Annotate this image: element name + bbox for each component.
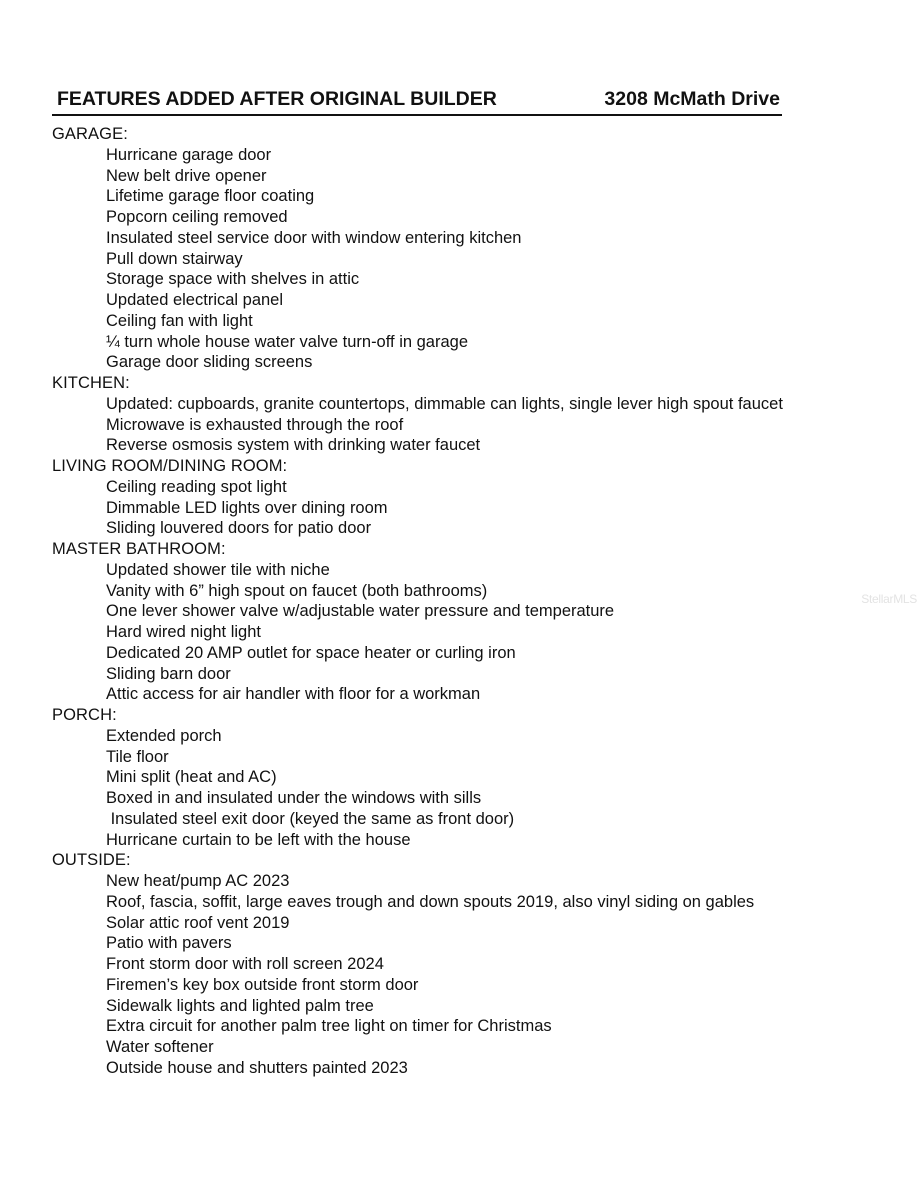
list-item: Sliding louvered doors for patio door — [106, 519, 372, 538]
list-item: Roof, fascia, soffit, large eaves trough and down spouts 2019, also vinyl siding on gables — [106, 892, 755, 911]
section-items — [52, 477, 912, 539]
list-item: New heat/pump AC 2023 — [106, 872, 290, 890]
list-item: Garage door sliding screens — [106, 353, 313, 372]
section-outside — [52, 850, 912, 1078]
list-item: Ceiling reading spot light — [106, 477, 287, 496]
list-item: One lever shower valve w/adjustable water pressure and temperature — [106, 602, 615, 621]
list-item: Front storm door with roll screen 2024 — [106, 955, 384, 973]
list-item: Extra circuit for another palm tree light on timer for Christmas — [106, 1017, 552, 1036]
list-item: Solar attic roof vent 2019 — [106, 913, 290, 932]
section-heading: OUTSIDE: — [52, 851, 131, 870]
property-address: 3208 McMath Drive — [604, 88, 780, 110]
list-item: Microwave is exhausted through the roof — [106, 415, 404, 434]
list-item: Sidewalk lights and lighted palm tree — [106, 996, 374, 1015]
list-item: Dimmable LED lights over dining room — [106, 498, 388, 517]
section-kitchen — [52, 373, 912, 456]
section-items — [52, 726, 912, 851]
list-item: New belt drive opener — [106, 166, 267, 185]
section-items — [52, 145, 912, 373]
section-heading: LIVING ROOM/DINING ROOM: — [52, 457, 288, 475]
watermark: StellarMLS — [861, 592, 917, 606]
section-heading: GARAGE: — [52, 125, 128, 143]
section-porch — [52, 705, 912, 850]
section-heading: MASTER BATHROOM: — [52, 540, 226, 558]
list-item: Sliding barn door — [106, 664, 231, 683]
list-item: Insulated steel service door with window entering kitchen — [106, 228, 522, 247]
list-item: Tile floor — [106, 747, 169, 766]
list-item: Extended porch — [106, 726, 222, 745]
list-item: Outside house and shutters painted 2023 — [106, 1058, 408, 1077]
list-item: Boxed in and insulated under the windows with sills — [106, 789, 482, 807]
section-garage — [52, 124, 912, 373]
list-item: Insulated steel exit door (keyed the same as front door) — [106, 809, 515, 828]
list-item: Reverse osmosis system with drinking water faucet — [106, 436, 481, 455]
list-item: Lifetime garage floor coating — [106, 187, 315, 206]
list-item: Hard wired night light — [106, 623, 261, 641]
list-item: Dedicated 20 AMP outlet for space heater or curling iron — [106, 643, 516, 662]
list-item: Hurricane curtain to be left with the house — [106, 830, 411, 849]
list-item: Firemen’s key box outside front storm door — [106, 975, 419, 994]
document-title: FEATURES ADDED AFTER ORIGINAL BUILDER — [57, 88, 497, 110]
section-items — [52, 394, 912, 456]
feature-list — [52, 124, 912, 1079]
section-living-dining-room — [52, 456, 912, 539]
list-item: Updated electrical panel — [106, 291, 284, 309]
list-item: Water softener — [106, 1038, 214, 1056]
list-item: Mini split (heat and AC) — [106, 768, 277, 787]
section-master-bathroom — [52, 539, 912, 705]
section-items — [52, 871, 912, 1079]
document-header — [52, 86, 782, 116]
list-item: Vanity with 6” high spout on faucet (both bathrooms) — [106, 581, 488, 600]
list-item: Updated shower tile with niche — [106, 560, 330, 579]
list-item: Pull down stairway — [106, 249, 243, 268]
list-item: ¼ turn whole house water valve turn-off in garage — [106, 332, 468, 351]
list-item: Hurricane garage door — [106, 145, 272, 164]
list-item: Ceiling fan with light — [106, 311, 253, 330]
section-heading: KITCHEN: — [52, 374, 130, 392]
list-item: Attic access for air handler with floor for a workman — [106, 685, 481, 704]
section-heading: PORCH: — [52, 706, 117, 724]
section-items — [52, 560, 912, 705]
list-item: Updated: cupboards, granite countertops, dimmable can lights, single lever high spout faucet — [106, 394, 783, 413]
list-item: Storage space with shelves in attic — [106, 270, 360, 289]
list-item: Patio with pavers — [106, 934, 232, 953]
list-item: Popcorn ceiling removed — [106, 208, 288, 226]
